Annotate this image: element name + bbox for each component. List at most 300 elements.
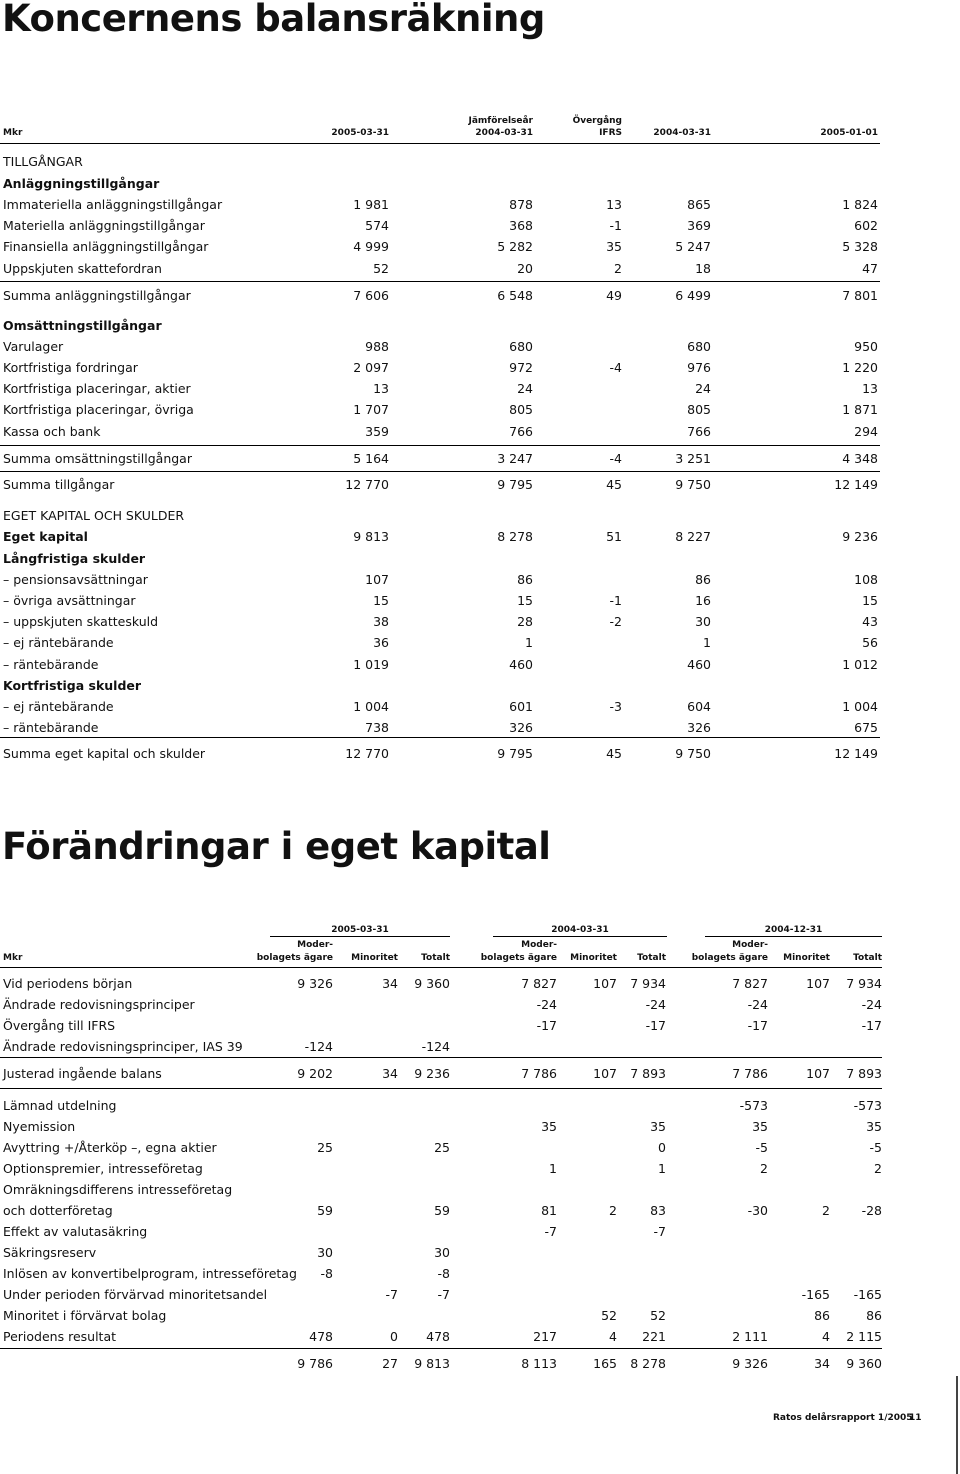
table-row xyxy=(0,1286,960,1304)
cell-value: 805 xyxy=(509,402,533,417)
cell-value: 49 xyxy=(606,288,622,303)
cell-value: -5 xyxy=(869,1140,882,1155)
cell-value: -573 xyxy=(739,1098,768,1113)
cell-value: 25 xyxy=(317,1140,333,1155)
cell-value: 865 xyxy=(687,197,711,212)
cell-value: 1 220 xyxy=(842,360,878,375)
row-label: Summa anläggningstillgångar xyxy=(3,288,191,303)
cell-value: 28 xyxy=(517,614,533,629)
row-label: Nyemission xyxy=(3,1119,76,1134)
cell-value: 9 795 xyxy=(497,746,533,761)
row-separator xyxy=(0,281,880,282)
cell-value: 2 xyxy=(614,261,622,276)
column-header: Totalt xyxy=(421,953,450,963)
table-row xyxy=(0,1307,960,1325)
cell-value: 2 097 xyxy=(353,360,389,375)
row-label: – räntebärande xyxy=(3,720,99,735)
cell-value: 9 795 xyxy=(497,477,533,492)
cell-value: 9 360 xyxy=(414,976,450,991)
cell-value: -124 xyxy=(421,1039,450,1054)
cell-value: 805 xyxy=(687,402,711,417)
cell-value: 30 xyxy=(434,1245,450,1260)
cell-value: -4 xyxy=(609,360,622,375)
column-header-top: Övergång xyxy=(572,116,622,126)
table-row xyxy=(0,1202,960,1220)
cell-value: -573 xyxy=(853,1098,882,1113)
cell-value: 107 xyxy=(806,976,830,991)
cell-value: -24 xyxy=(645,997,666,1012)
cell-value: 107 xyxy=(593,976,617,991)
cell-value: -3 xyxy=(609,699,622,714)
row-label: – övriga avsättningar xyxy=(3,593,136,608)
table-row xyxy=(0,1139,960,1157)
row-label: Kortfristiga fordringar xyxy=(3,360,138,375)
table-row xyxy=(0,287,960,305)
table-row xyxy=(0,1118,960,1136)
cell-value: 107 xyxy=(593,1066,617,1081)
cell-value: 574 xyxy=(365,218,389,233)
cell-value: -17 xyxy=(536,1018,557,1033)
column-header: Minoritet xyxy=(783,953,830,963)
cell-value: 8 113 xyxy=(521,1356,557,1371)
row-separator xyxy=(0,737,880,738)
row-label: Summa eget kapital och skulder xyxy=(3,746,206,761)
cell-value: 24 xyxy=(695,381,711,396)
cell-value: 478 xyxy=(309,1329,333,1344)
cell-value: 680 xyxy=(509,339,533,354)
row-label: Periodens resultat xyxy=(3,1329,117,1344)
cell-value: 5 247 xyxy=(675,239,711,254)
cell-value: 8 278 xyxy=(630,1356,666,1371)
row-label: EGET KAPITAL OCH SKULDER xyxy=(3,508,185,523)
cell-value: 18 xyxy=(695,261,711,276)
cell-value: 766 xyxy=(509,424,533,439)
table-row xyxy=(0,401,960,419)
cell-value: 2 xyxy=(760,1161,768,1176)
cell-value: 5 282 xyxy=(497,239,533,254)
row-separator xyxy=(0,1088,882,1089)
column-header: 2005-01-01 xyxy=(820,128,878,138)
balance-title: Koncernens balansräkning xyxy=(2,0,545,40)
cell-value: 5 164 xyxy=(353,451,389,466)
cell-value: 766 xyxy=(687,424,711,439)
row-label: Kassa och bank xyxy=(3,424,101,439)
cell-value: 2 111 xyxy=(732,1329,768,1344)
period-rule xyxy=(493,936,667,937)
table-row xyxy=(0,656,960,674)
header-mkr: Mkr xyxy=(3,128,23,138)
cell-value: 1 019 xyxy=(353,657,389,672)
cell-value: 326 xyxy=(509,720,533,735)
cell-value: -24 xyxy=(536,997,557,1012)
column-header: Totalt xyxy=(853,953,882,963)
table-row xyxy=(0,476,960,494)
cell-value: -124 xyxy=(304,1039,333,1054)
row-label: Eget kapital xyxy=(3,529,88,544)
row-label: Kortfristiga skulder xyxy=(3,678,142,693)
cell-value: 6 548 xyxy=(497,288,533,303)
cell-value: 13 xyxy=(373,381,389,396)
cell-value: 4 xyxy=(609,1329,617,1344)
row-separator xyxy=(0,445,880,446)
cell-value: 34 xyxy=(382,976,398,991)
row-label: Minoritet i förvärvat bolag xyxy=(3,1308,167,1323)
cell-value: 7 786 xyxy=(732,1066,768,1081)
cell-value: 1 981 xyxy=(353,197,389,212)
header-mkr: Mkr xyxy=(3,953,23,963)
cell-value: -24 xyxy=(861,997,882,1012)
cell-value: 326 xyxy=(687,720,711,735)
cell-value: -8 xyxy=(437,1266,450,1281)
column-header: bolagets ägare xyxy=(691,953,768,963)
row-label: Säkringsreserv xyxy=(3,1245,97,1260)
cell-value: -8 xyxy=(320,1266,333,1281)
cell-value: 8 227 xyxy=(675,529,711,544)
table-row xyxy=(0,1017,960,1035)
table-row xyxy=(0,592,960,610)
cell-value: 9 202 xyxy=(297,1066,333,1081)
header-rule xyxy=(0,967,882,968)
cell-value: 86 xyxy=(866,1308,882,1323)
cell-value: 16 xyxy=(695,593,711,608)
cell-value: 221 xyxy=(642,1329,666,1344)
cell-value: 8 278 xyxy=(497,529,533,544)
cell-value: 12 770 xyxy=(345,746,389,761)
cell-value: 460 xyxy=(509,657,533,672)
row-label: Inlösen av konvertibelprogram, intresseföretag xyxy=(3,1266,297,1281)
cell-value: -165 xyxy=(801,1287,830,1302)
table-row xyxy=(0,217,960,235)
cell-value: 34 xyxy=(814,1356,830,1371)
row-label: Under perioden förvärvad minoritetsandel xyxy=(3,1287,268,1302)
row-separator xyxy=(0,471,880,472)
row-label: – uppskjuten skatteskuld xyxy=(3,614,159,629)
table-row xyxy=(0,175,960,193)
cell-value: 52 xyxy=(650,1308,666,1323)
table-row xyxy=(0,1038,960,1056)
column-header: bolagets ägare xyxy=(256,953,333,963)
cell-value: 107 xyxy=(806,1066,830,1081)
period-header: 2005-03-31 xyxy=(331,925,389,935)
table-row xyxy=(0,745,960,763)
table-row xyxy=(0,719,960,737)
column-header: Minoritet xyxy=(351,953,398,963)
cell-value: 56 xyxy=(862,635,878,650)
cell-value: 3 251 xyxy=(675,451,711,466)
cell-value: 107 xyxy=(365,572,389,587)
cell-value: 460 xyxy=(687,657,711,672)
cell-value: 2 xyxy=(609,1203,617,1218)
table-row xyxy=(0,996,960,1014)
page-edge-bar xyxy=(956,1376,958,1474)
cell-value: 4 348 xyxy=(842,451,878,466)
row-label: – ej räntebärande xyxy=(3,635,114,650)
cell-value: 1 004 xyxy=(353,699,389,714)
row-label: Kortfristiga placeringar, övriga xyxy=(3,402,194,417)
row-label: Uppskjuten skattefordran xyxy=(3,261,162,276)
cell-value: 972 xyxy=(509,360,533,375)
row-label: Kortfristiga placeringar, aktier xyxy=(3,381,191,396)
cell-value: 47 xyxy=(862,261,878,276)
row-label: Materiella anläggningstillgångar xyxy=(3,218,205,233)
cell-value: 7 786 xyxy=(521,1066,557,1081)
table-row xyxy=(0,380,960,398)
cell-value: 9 813 xyxy=(414,1356,450,1371)
cell-value: 59 xyxy=(434,1203,450,1218)
cell-value: 680 xyxy=(687,339,711,354)
cell-value: 7 934 xyxy=(630,976,666,991)
cell-value: 0 xyxy=(390,1329,398,1344)
row-label: Anläggningstillgångar xyxy=(3,176,160,191)
cell-value: 13 xyxy=(862,381,878,396)
cell-value: 36 xyxy=(373,635,389,650)
cell-value: 6 499 xyxy=(675,288,711,303)
cell-value: 2 115 xyxy=(846,1329,882,1344)
cell-value: 1 xyxy=(703,635,711,650)
cell-value: 52 xyxy=(373,261,389,276)
cell-value: -1 xyxy=(609,218,622,233)
cell-value: 9 360 xyxy=(846,1356,882,1371)
cell-value: 45 xyxy=(606,477,622,492)
cell-value: 368 xyxy=(509,218,533,233)
cell-value: 81 xyxy=(541,1203,557,1218)
cell-value: 51 xyxy=(606,529,622,544)
cell-value: -17 xyxy=(861,1018,882,1033)
cell-value: 1 xyxy=(658,1161,666,1176)
table-row xyxy=(0,571,960,589)
column-header: Minoritet xyxy=(570,953,617,963)
column-header-top: Moder- xyxy=(297,940,333,950)
column-header: IFRS xyxy=(599,128,622,138)
cell-value: 950 xyxy=(854,339,878,354)
cell-value: 478 xyxy=(426,1329,450,1344)
cell-value: 1 707 xyxy=(353,402,389,417)
row-label: – ej räntebärande xyxy=(3,699,114,714)
cell-value: 12 149 xyxy=(834,746,878,761)
cell-value: 9 750 xyxy=(675,477,711,492)
row-label: Effekt av valutasäkring xyxy=(3,1224,148,1239)
cell-value: 35 xyxy=(541,1119,557,1134)
cell-value: 9 786 xyxy=(297,1356,333,1371)
cell-value: -24 xyxy=(747,997,768,1012)
cell-value: 2 xyxy=(822,1203,830,1218)
row-label: Immateriella anläggningstillgångar xyxy=(3,197,223,212)
period-rule xyxy=(270,936,450,937)
cell-value: 35 xyxy=(650,1119,666,1134)
table-row xyxy=(0,698,960,716)
cell-value: 20 xyxy=(517,261,533,276)
cell-value: 738 xyxy=(365,720,389,735)
cell-value: 13 xyxy=(606,197,622,212)
cell-value: 9 813 xyxy=(353,529,389,544)
cell-value: 52 xyxy=(601,1308,617,1323)
table-row xyxy=(0,1065,960,1083)
row-label: TILLGÅNGAR xyxy=(3,154,83,169)
table-row xyxy=(0,1265,960,1283)
table-row xyxy=(0,1181,960,1199)
table-row xyxy=(0,975,960,993)
cell-value: 604 xyxy=(687,699,711,714)
cell-value: 602 xyxy=(854,218,878,233)
cell-value: 1 824 xyxy=(842,197,878,212)
row-label: Summa tillgångar xyxy=(3,477,115,492)
row-label: Summa omsättningstillgångar xyxy=(3,451,192,466)
cell-value: -30 xyxy=(747,1203,768,1218)
cell-value: -7 xyxy=(385,1287,398,1302)
table-row xyxy=(0,528,960,546)
cell-value: 12 149 xyxy=(834,477,878,492)
cell-value: 1 xyxy=(525,635,533,650)
cell-value: 43 xyxy=(862,614,878,629)
cell-value: -7 xyxy=(437,1287,450,1302)
cell-value: 86 xyxy=(695,572,711,587)
cell-value: 369 xyxy=(687,218,711,233)
cell-value: -2 xyxy=(609,614,622,629)
cell-value: 1 012 xyxy=(842,657,878,672)
row-label: Optionspremier, intresseföretag xyxy=(3,1161,203,1176)
cell-value: 30 xyxy=(317,1245,333,1260)
header-rule xyxy=(0,143,880,144)
cell-value: 4 xyxy=(822,1329,830,1344)
row-label: Långfristiga skulder xyxy=(3,551,146,566)
cell-value: 9 326 xyxy=(732,1356,768,1371)
cell-value: 359 xyxy=(365,424,389,439)
cell-value: 1 xyxy=(549,1161,557,1176)
table-row xyxy=(0,196,960,214)
cell-value: 7 893 xyxy=(630,1066,666,1081)
cell-value: 45 xyxy=(606,746,622,761)
period-rule xyxy=(705,936,882,937)
cell-value: 7 893 xyxy=(846,1066,882,1081)
cell-value: 5 328 xyxy=(842,239,878,254)
row-label: Omräkningsdifferens intresseföretag xyxy=(3,1182,233,1197)
row-label: Övergång till IFRS xyxy=(3,1018,116,1033)
cell-value: 1 004 xyxy=(842,699,878,714)
cell-value: 15 xyxy=(862,593,878,608)
cell-value: 15 xyxy=(373,593,389,608)
page-number: 11 xyxy=(909,1413,922,1423)
cell-value: 9 236 xyxy=(414,1066,450,1081)
cell-value: 7 606 xyxy=(353,288,389,303)
column-header: bolagets ägare xyxy=(480,953,557,963)
table-row xyxy=(0,338,960,356)
row-label: Lämnad utdelning xyxy=(3,1098,117,1113)
cell-value: -7 xyxy=(544,1224,557,1239)
cell-value: 15 xyxy=(517,593,533,608)
table-row xyxy=(0,634,960,652)
cell-value: 3 247 xyxy=(497,451,533,466)
footer-report-name: Ratos delårsrapport 1/2005 xyxy=(773,1413,913,1423)
cell-value: -7 xyxy=(653,1224,666,1239)
cell-value: 1 871 xyxy=(842,402,878,417)
row-label: Avyttring +/Återköp –, egna aktier xyxy=(3,1140,217,1155)
cell-value: 27 xyxy=(382,1356,398,1371)
cell-value: 86 xyxy=(517,572,533,587)
cell-value: 976 xyxy=(687,360,711,375)
cell-value: 108 xyxy=(854,572,878,587)
table-row xyxy=(0,317,960,335)
table-row xyxy=(0,1328,960,1346)
cell-value: -17 xyxy=(645,1018,666,1033)
cell-value: 0 xyxy=(658,1140,666,1155)
cell-value: 988 xyxy=(365,339,389,354)
row-label: Vid periodens början xyxy=(3,976,133,991)
cell-value: 9 326 xyxy=(297,976,333,991)
equity-title: Förändringar i eget kapital xyxy=(2,825,551,868)
row-label: Varulager xyxy=(3,339,64,354)
cell-value: 34 xyxy=(382,1066,398,1081)
cell-value: 217 xyxy=(533,1329,557,1344)
table-row xyxy=(0,238,960,256)
cell-value: 675 xyxy=(854,720,878,735)
row-label: – räntebärande xyxy=(3,657,99,672)
table-row xyxy=(0,677,960,695)
cell-value: 35 xyxy=(606,239,622,254)
row-separator xyxy=(0,1348,882,1349)
table-row xyxy=(0,1355,960,1373)
row-label: Omsättningstillgångar xyxy=(3,318,162,333)
cell-value: -4 xyxy=(609,451,622,466)
cell-value: 12 770 xyxy=(345,477,389,492)
cell-value: 601 xyxy=(509,699,533,714)
cell-value: 24 xyxy=(517,381,533,396)
row-label: Justerad ingående balans xyxy=(3,1066,162,1081)
cell-value: 25 xyxy=(434,1140,450,1155)
column-header-top: Jämförelseår xyxy=(468,116,533,126)
column-header: Totalt xyxy=(637,953,666,963)
table-row xyxy=(0,613,960,631)
cell-value: 59 xyxy=(317,1203,333,1218)
cell-value: 86 xyxy=(814,1308,830,1323)
cell-value: 9 236 xyxy=(842,529,878,544)
row-separator xyxy=(0,1057,882,1058)
row-label: Ändrade redovisningsprinciper, IAS 39 xyxy=(3,1039,243,1054)
table-row xyxy=(0,1223,960,1241)
cell-value: 7 801 xyxy=(842,288,878,303)
row-label: – pensionsavsättningar xyxy=(3,572,148,587)
table-row xyxy=(0,1244,960,1262)
column-header: 2005-03-31 xyxy=(331,128,389,138)
cell-value: 35 xyxy=(752,1119,768,1134)
cell-value: -1 xyxy=(609,593,622,608)
column-header: 2004-03-31 xyxy=(653,128,711,138)
table-row xyxy=(0,1160,960,1178)
cell-value: 2 xyxy=(874,1161,882,1176)
table-row xyxy=(0,359,960,377)
cell-value: 7 827 xyxy=(732,976,768,991)
table-row xyxy=(0,153,960,171)
table-row xyxy=(0,1097,960,1115)
cell-value: -17 xyxy=(747,1018,768,1033)
cell-value: 30 xyxy=(695,614,711,629)
cell-value: 7 827 xyxy=(521,976,557,991)
row-label: Finansiella anläggningstillgångar xyxy=(3,239,209,254)
cell-value: 83 xyxy=(650,1203,666,1218)
table-row xyxy=(0,423,960,441)
cell-value: 165 xyxy=(593,1356,617,1371)
row-label: och dotterföretag xyxy=(3,1203,113,1218)
column-header-top: Moder- xyxy=(521,940,557,950)
row-label: Ändrade redovisningsprinciper xyxy=(3,997,195,1012)
period-header: 2004-03-31 xyxy=(551,925,609,935)
cell-value: -5 xyxy=(755,1140,768,1155)
cell-value: 38 xyxy=(373,614,389,629)
table-row xyxy=(0,507,960,525)
cell-value: 7 934 xyxy=(846,976,882,991)
table-row xyxy=(0,550,960,568)
column-header-top: Moder- xyxy=(732,940,768,950)
cell-value: 35 xyxy=(866,1119,882,1134)
